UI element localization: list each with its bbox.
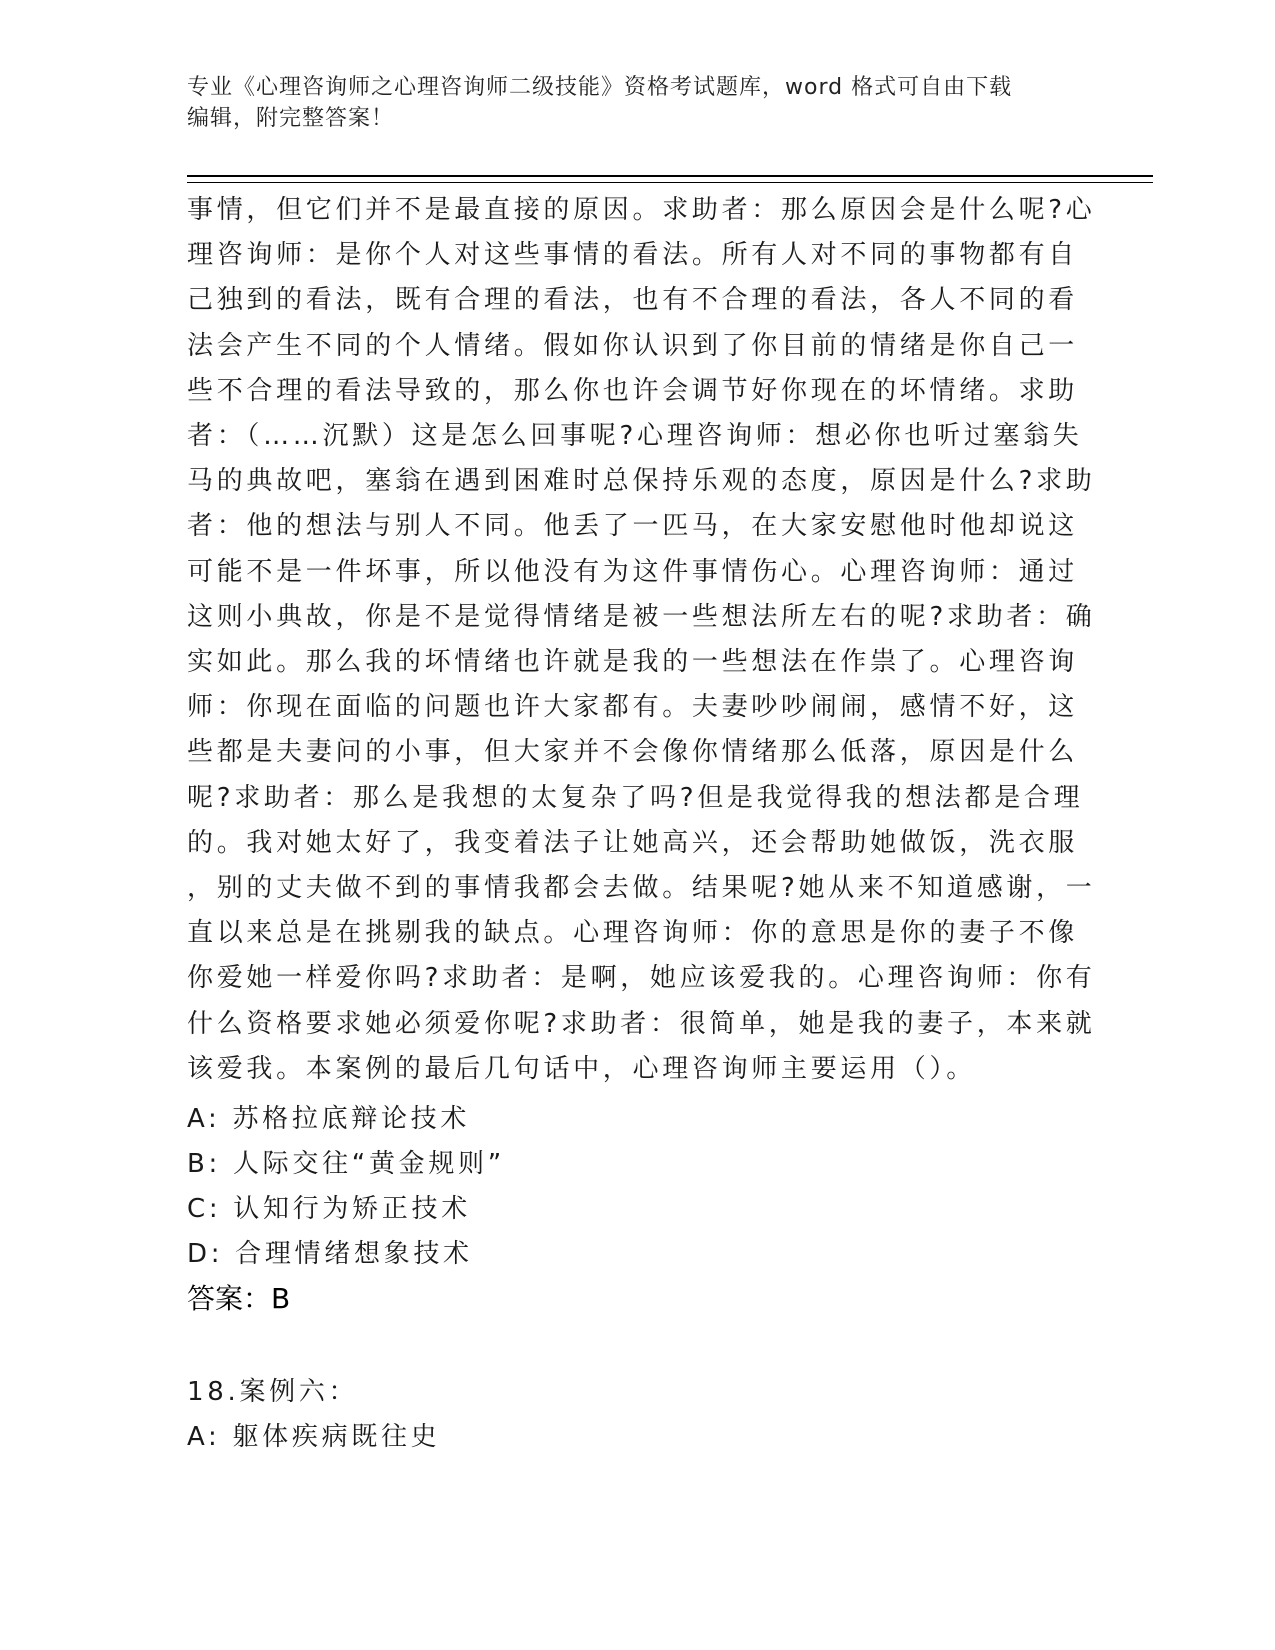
passage-line: 事情，但它们并不是最直接的原因。求助者：那么原因会是什么呢?心 <box>187 195 1096 225</box>
answer-options <box>187 1097 505 1277</box>
document-header <box>187 72 1067 134</box>
passage-line: ，别的丈夫做不到的事情我都会去做。结果呢?她从来不知道感谢，一 <box>187 873 1096 904</box>
option-a <box>187 1415 440 1460</box>
passage-line: 实如此。那么我的坏情绪也许就是我的一些想法在作祟了。心理咨询 <box>187 647 1079 678</box>
passage-line: 理咨询师：是你个人对这些事情的看法。所有人对不同的事物都有自 <box>187 240 1079 271</box>
passage-line: 你爱她一样爱你吗?求助者：是啊，她应该爱我的。心理咨询师：你有 <box>187 963 1096 994</box>
passage-line: 些都是夫妻问的小事，但大家并不会像你情绪那么低落，原因是什么 <box>187 737 1079 768</box>
header-line-2: 编辑，附完整答案！ <box>187 106 395 131</box>
passage-line: 的。我对她太好了，我变着法子让她高兴，还会帮助她做饭，洗衣服 <box>187 827 1079 858</box>
passage-line: 这则小典故，你是不是觉得情绪是被一些想法所左右的呢?求助者：确 <box>187 601 1096 632</box>
option-label: B: <box>187 1149 221 1179</box>
option-text: 苏格拉底辩论技术 <box>232 1104 471 1134</box>
passage-line: 法会产生不同的个人情绪。假如你认识到了你目前的情绪是你自己一 <box>187 330 1079 361</box>
option-b <box>187 1142 505 1187</box>
option-text: 认知行为矫正技术 <box>233 1194 471 1224</box>
option-c <box>187 1187 505 1232</box>
option-label: A: <box>187 1422 221 1452</box>
passage-line: 者：他的想法与别人不同。他丢了一匹马，在大家安慰他时他却说这 <box>187 511 1079 542</box>
header-rule-thin <box>187 182 1153 183</box>
option-a <box>187 1097 505 1142</box>
passage-line: 直以来总是在挑剔我的缺点。心理咨询师：你的意思是你的妻子不像 <box>187 918 1079 949</box>
option-text: 人际交往“黄金规则” <box>232 1149 505 1179</box>
option-label: D: <box>187 1239 224 1269</box>
next-question <box>187 1370 440 1460</box>
passage-line: 者：（……沉默）这是怎么回事呢?心理咨询师：想必你也听过塞翁失 <box>187 421 1083 452</box>
passage-line: 师：你现在面临的问题也许大家都有。夫妻吵吵闹闹，感情不好，这 <box>187 692 1079 723</box>
option-text: 合理情绪想象技术 <box>235 1239 473 1269</box>
passage-line: 呢?求助者：那么是我想的太复杂了吗?但是我觉得我的想法都是合理 <box>187 782 1084 813</box>
answer-key: 答案：B <box>187 1282 291 1315</box>
question-passage <box>187 188 1096 1092</box>
option-label: C: <box>187 1194 222 1224</box>
passage-line: 可能不是一件坏事，所以他没有为这件事情伤心。心理咨询师：通过 <box>187 556 1079 587</box>
passage-line: 些不合理的看法导致的，那么你也许会调节好你现在的坏情绪。求助 <box>187 375 1079 406</box>
option-d <box>187 1232 505 1277</box>
option-text: 躯体疾病既往史 <box>232 1422 441 1452</box>
passage-line: 该爱我。本案例的最后几句话中，心理咨询师主要运用（）。 <box>187 1053 976 1084</box>
passage-line: 己独到的看法，既有合理的看法，也有不合理的看法，各人不同的看 <box>187 285 1079 316</box>
passage-line: 什么资格要求她必须爱你呢?求助者：很简单，她是我的妻子，本来就 <box>187 1008 1096 1039</box>
passage-line: 马的典故吧，塞翁在遇到困难时总保持乐观的态度，原因是什么?求助 <box>187 466 1096 497</box>
question-title: 18.案例六： <box>187 1377 359 1407</box>
header-line-1: 专业《心理咨询师之心理咨询师二级技能》资格考试题库，word 格式可自由下载 <box>187 75 1013 100</box>
header-rule-thick <box>187 175 1153 177</box>
option-label: A: <box>187 1104 221 1134</box>
